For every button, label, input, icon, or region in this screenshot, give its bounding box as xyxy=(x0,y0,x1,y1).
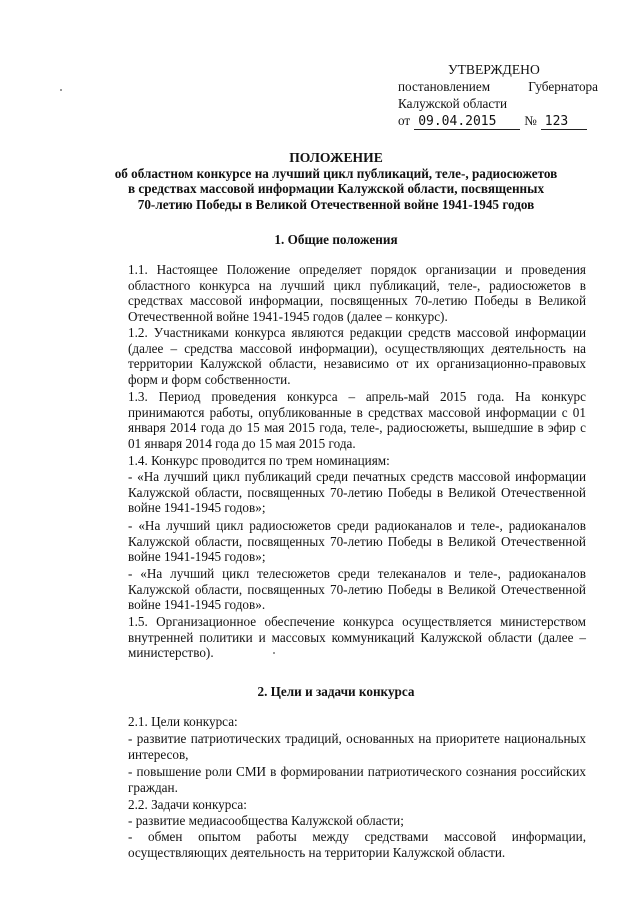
nomination-3 xyxy=(86,566,586,613)
approval-date-prefix: от xyxy=(398,113,411,128)
paragraph-1-1 xyxy=(86,262,586,324)
approval-number-prefix: № xyxy=(524,113,537,128)
paragraph-text: 1.5. Организационное обеспечение конкурса осуществляется министерством внутренней политики и массовых коммуникаций Калужской области (далее – министерство). xyxy=(128,614,586,660)
nomination-text: - «На лучший цикл телесюжетов среди телеканалов и теле-, радиоканалов Калужской области, посвященных 70-летию Победы в Великой Отечественной войне 1941-1945 годов». xyxy=(128,566,586,612)
goal-2 xyxy=(86,764,586,795)
section-1-heading: 1. Общие положения xyxy=(274,232,398,247)
document-title-main: ПОЛОЖЕНИЕ xyxy=(289,150,383,165)
nomination-text: - «На лучший цикл радиосюжетов среди радиоканалов и теле-, радиоканалов Калужской области, посвященных 70-летию Победы в Великой Отечественной войне 1941-1945 годов»; xyxy=(128,518,586,564)
nomination-2 xyxy=(86,518,586,565)
approval-number: 123 xyxy=(541,115,587,130)
paragraph-1-4 xyxy=(86,453,586,469)
document-title xyxy=(86,150,586,212)
approval-date-line xyxy=(398,113,598,130)
goal-text: - развитие патриотических традиций, основанных на приоритете национальных интересов, xyxy=(128,731,586,762)
paragraph-1-2 xyxy=(86,325,586,387)
task-2 xyxy=(86,829,586,860)
approval-block xyxy=(398,62,598,130)
task-text: - обмен опытом работы между средствами массовой информации, осуществляющих деятельность на территории Калужской области. xyxy=(128,829,586,860)
paragraph-2-2 xyxy=(86,797,586,813)
approval-title: УТВЕРЖДЕНО xyxy=(448,62,540,77)
approval-region: Калужской области xyxy=(398,96,508,111)
document-title-line: в средствах массовой информации Калужской области, посвященных xyxy=(127,181,545,196)
paragraph-text: 2.1. Цели конкурса: xyxy=(128,714,238,729)
approval-decree-label: постановлением xyxy=(398,79,491,94)
nomination-1 xyxy=(86,469,586,516)
paragraph-text: 1.1. Настоящее Положение определяет порядок организации и проведения областного конкурса на лучший цикл публикаций, теле-, радиосюжетов в средствах массовой информации, посвященных 70-летию Победы в Великой Отечественной войне 1941-1945 годов (далее – конкурс). xyxy=(128,262,586,324)
task-text: - развитие медиасообщества Калужской области; xyxy=(128,813,404,828)
paragraph-1-3 xyxy=(86,389,586,451)
document-title-line: об областном конкурсе на лучший цикл публикаций, теле-, радиосюжетов xyxy=(114,165,558,181)
paragraph-text: 2.2. Задачи конкурса: xyxy=(128,797,247,812)
nomination-text: - «На лучший цикл публикаций среди печатных средств массовой информации Калужской области, посвященных 70-летию Победы в Великой Отечественной войне 1941-1945 годов»; xyxy=(128,469,586,515)
paragraph-text: 1.3. Период проведения конкурса – апрель-май 2015 года. На конкурс принимаются работы, опубликованные в средствах массовой информации с 01 января 2014 года до 15 мая 2015 года, теле-, радиосюжеты, вышедшие в эфир с 01 января 2014 года до 15 мая 2015 года. xyxy=(128,389,586,451)
document-title-line: 70-летию Победы в Великой Отечественной войне 1941-1945 годов xyxy=(137,196,535,212)
paragraph-text: 1.2. Участниками конкурса являются редакции средств массовой информации (далее – средства массовой информации), осуществляющих деятельность на территории Калужской области, независимо от их организационно-правовых форм и форм собственности. xyxy=(128,325,586,387)
approval-decree-line xyxy=(398,79,598,96)
paragraph-text: 1.4. Конкурс проводится по трем номинациям: xyxy=(128,453,390,468)
task-1 xyxy=(86,813,586,829)
approval-governor-label: Губернатора xyxy=(528,79,598,94)
scan-speck xyxy=(60,89,62,91)
paragraph-1-5 xyxy=(86,614,586,661)
goal-text: - повышение роли СМИ в формировании патриотического сознания российских граждан. xyxy=(128,764,586,795)
approval-date: 09.04.2015 xyxy=(414,115,520,130)
section-2-heading: 2. Цели и задачи конкурса xyxy=(257,684,415,699)
paragraph-2-1 xyxy=(86,714,586,730)
goal-1 xyxy=(86,731,586,762)
